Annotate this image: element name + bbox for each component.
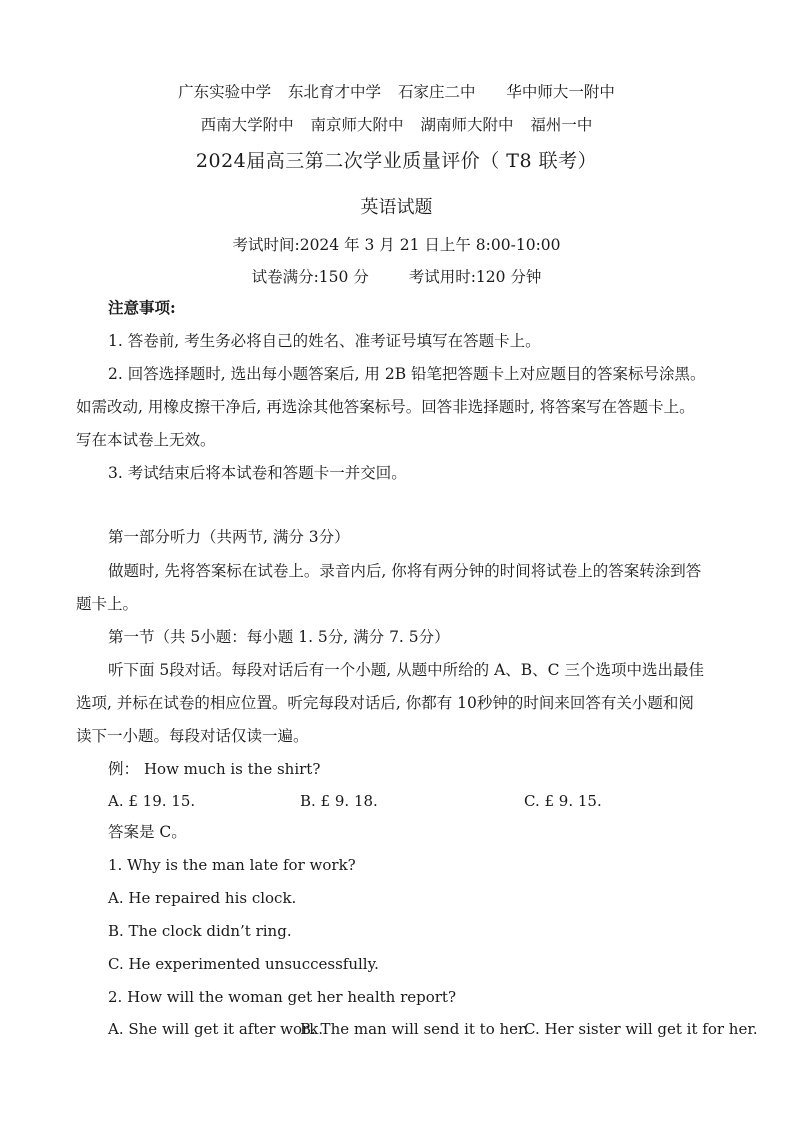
school-name: 福州一中 bbox=[530, 116, 593, 134]
schools-row-1 bbox=[0, 82, 793, 102]
question-2-option-b: B. The man will send it to her. bbox=[300, 1020, 529, 1038]
part1-intro-cont: 题卡上。 bbox=[76, 595, 139, 613]
notice-item-2-cont: 写在本试卷上无效。 bbox=[76, 431, 216, 449]
section1-heading: 第一节（共 5小题：每小题 1. 5分, 满分 7. 5分） bbox=[108, 628, 450, 646]
example-option-c: C. £ 9. 15. bbox=[524, 792, 602, 810]
example-option-a: A. £ 19. 15. bbox=[108, 792, 196, 810]
question-1: 1. Why is the man late for work? bbox=[108, 856, 356, 874]
exam-duration: 考试用时:120 分钟 bbox=[408, 268, 542, 286]
school-name: 石家庄二中 bbox=[397, 83, 476, 101]
section1-instructions-cont: 读下一小题。每段对话仅读一遍。 bbox=[76, 727, 309, 745]
section1-instructions: 听下面 5段对话。每段对话后有一个小题, 从题中所给的 A、B、C 三个选项中选出最佳 bbox=[108, 661, 704, 679]
question-1-option-b: B. The clock didn’t ring. bbox=[108, 922, 292, 940]
notice-item-1: 1. 答卷前, 考生务必将自己的姓名、准考证号填写在答题卡上。 bbox=[108, 332, 541, 350]
question-2: 2. How will the woman get her health report? bbox=[108, 988, 457, 1006]
full-score: 试卷满分:150 分 bbox=[251, 268, 369, 286]
school-name: 南京师大附中 bbox=[310, 116, 404, 134]
school-name: 湖南师大附中 bbox=[420, 116, 514, 134]
exam-subject: 英语试题 bbox=[360, 197, 433, 218]
notice-item-2: 2. 回答选择题时, 选出每小题答案后, 用 2B 铅笔把答题卡上对应题目的答案标号涂黑。 bbox=[108, 365, 706, 383]
notice-heading: 注意事项: bbox=[108, 298, 176, 317]
part1-heading: 第一部分听力（共两节, 满分 3分） bbox=[108, 528, 350, 546]
question-1-option-a: A. He repaired his clock. bbox=[108, 889, 297, 907]
example-answer: 答案是 C。 bbox=[108, 823, 187, 841]
exam-title: 2024届高三第二次学业质量评价（ T8 联考） bbox=[195, 150, 598, 172]
question-2-option-c: C. Her sister will get it for her. bbox=[524, 1020, 758, 1038]
exam-score-duration bbox=[0, 267, 793, 287]
example-question-text: How much is the shirt? bbox=[143, 760, 321, 778]
exam-time: 考试时间:2024 年 3 月 21 日上午 8:00-10:00 bbox=[232, 236, 561, 254]
section1-instructions-cont: 选项, 并标在试卷的相应位置。听完每段对话后, 你都有 10秒钟的时间来回答有关小题和阅 bbox=[76, 694, 694, 712]
question-2-option-a: A. She will get it after work. bbox=[108, 1020, 324, 1038]
school-name: 华中师大一附中 bbox=[506, 83, 615, 101]
example-option-b: B. £ 9. 18. bbox=[300, 792, 378, 810]
notice-item-3: 3. 考试结束后将本试卷和答题卡一并交回。 bbox=[108, 464, 407, 482]
school-name: 东北育才中学 bbox=[288, 83, 382, 101]
example-question bbox=[108, 759, 320, 779]
example-label: 例： bbox=[108, 760, 140, 778]
schools-row-2 bbox=[0, 115, 793, 135]
school-name: 西南大学附中 bbox=[200, 116, 294, 134]
school-name: 广东实验中学 bbox=[178, 83, 272, 101]
question-1-option-c: C. He experimented unsuccessfully. bbox=[108, 955, 379, 973]
part1-intro: 做题时, 先将答案标在试卷上。录音内后, 你将有两分钟的时间将试卷上的答案转涂到答 bbox=[108, 562, 702, 580]
notice-item-2-cont: 如需改动, 用橡皮擦干净后, 再选涂其他答案标号。回答非选择题时, 将答案写在答题卡上。 bbox=[76, 398, 695, 416]
